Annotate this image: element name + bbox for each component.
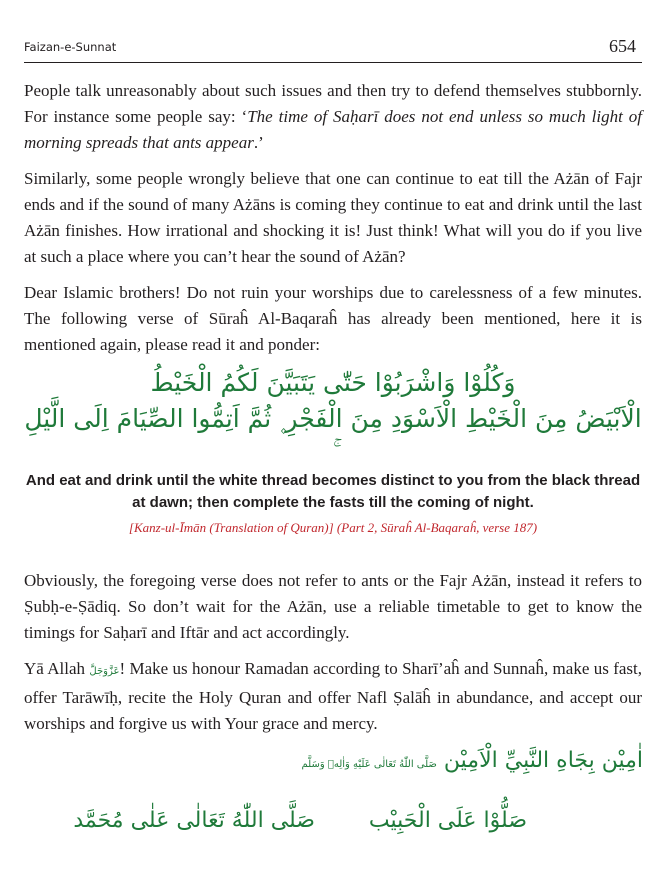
book-title: Faizan-e-Sunnat (24, 40, 117, 54)
ameen-dua (302, 748, 644, 773)
paragraph-2: Similarly, some people wrongly believe that one can continue to eat till the Ażān of Fajr ends and if the sound of many Ażāns is coming they continue to eat and drink until the last Ażān finishes. How irrational and shocking it is! Just think! What will you do if you live at such a place where you can’t hear the sound of Ażān? (24, 169, 642, 266)
paragraph-5-start: Yā Allah (24, 659, 90, 678)
paragraph-1-end: .’ (253, 133, 264, 152)
paragraph-1-quote: The time of Saḥarī does not end unless so much light of morning spreads that ants appear (24, 107, 642, 152)
page-header (24, 36, 636, 58)
honorific-azzawajal: عَزَّوَجَلَّ (89, 666, 120, 677)
paragraph-1 (24, 78, 642, 156)
verse-citation: [Kanz-ul-Īmān (Translation of Quran)] (Part 2, Sūraĥ Al-Baqaraĥ, verse 187) (128, 520, 538, 535)
verse-arabic-line-1: وَكُلُوْا وَاشْرَبُوْا حَتّٰى يَتَبَيَّنَ لَكُمُ الْخَيْطُ (150, 368, 516, 397)
ameen-text: اٰمِيْن بِجَاهِ النَّبِيِّ الْاَمِيْن (443, 748, 643, 773)
paragraph-3: Dear Islamic brothers! Do not ruin your worships due to carelessness of a few minutes. The following verse of Sūraĥ Al-Baqaraĥ has already been mentioned, here it is mentioned again, please read it and ponder: (24, 283, 642, 354)
paragraph-5 (24, 656, 642, 737)
paragraph-5-end: ! Make us honour Ramadan according to Sharī’aĥ and Sunnaĥ, make us fast, offer Tarāwīḥ, recite the Holy Quran and offer Nafl Ṣalāĥ in abundance, and accept our worships and forgive us with Your grace and mercy. (24, 659, 643, 733)
salawat-right: صَلُّوْا عَلَى الْحَبِيْب (368, 808, 527, 833)
verse-arabic-line-2: الْاَبْيَضُ مِنَ الْخَيْطِ الْاَسْوَدِ مِنَ الْفَجْرِ ۪ ثُمَّ اَتِمُّوا الصِّيَامَ اِلَى الَّيْلِ (24, 404, 642, 433)
paragraph-4: Obviously, the foregoing verse does not refer to ants or the Fajr Ażān, instead it refers to Ṣubḥ-e-Ṣādiq. So don’t wait for the Ażān, use a reliable timetable to get to know the timings for Saḥarī and Iftār and act accordingly. (24, 571, 642, 642)
salawat-left: صَلَّى اللّٰهُ تَعَالٰى عَلٰى مُحَمَّد (73, 808, 315, 833)
ameen-honorific: صَلَّى اللّٰهُ تَعَالٰى عَلَيْهِ وَاٰلِهٖ وَسَلَّم (301, 759, 437, 770)
paragraph-1-text: People talk unreasonably about such issues and then try to defend themselves stubbornly. For instance some people say: ‘ (24, 81, 642, 126)
verse-translation: And eat and drink until the white thread becomes distinct to you from the black thread at dawn; then complete the fasts till the coming of night. (25, 472, 641, 511)
page-number: 654 (609, 36, 636, 56)
header-rule (24, 62, 642, 63)
